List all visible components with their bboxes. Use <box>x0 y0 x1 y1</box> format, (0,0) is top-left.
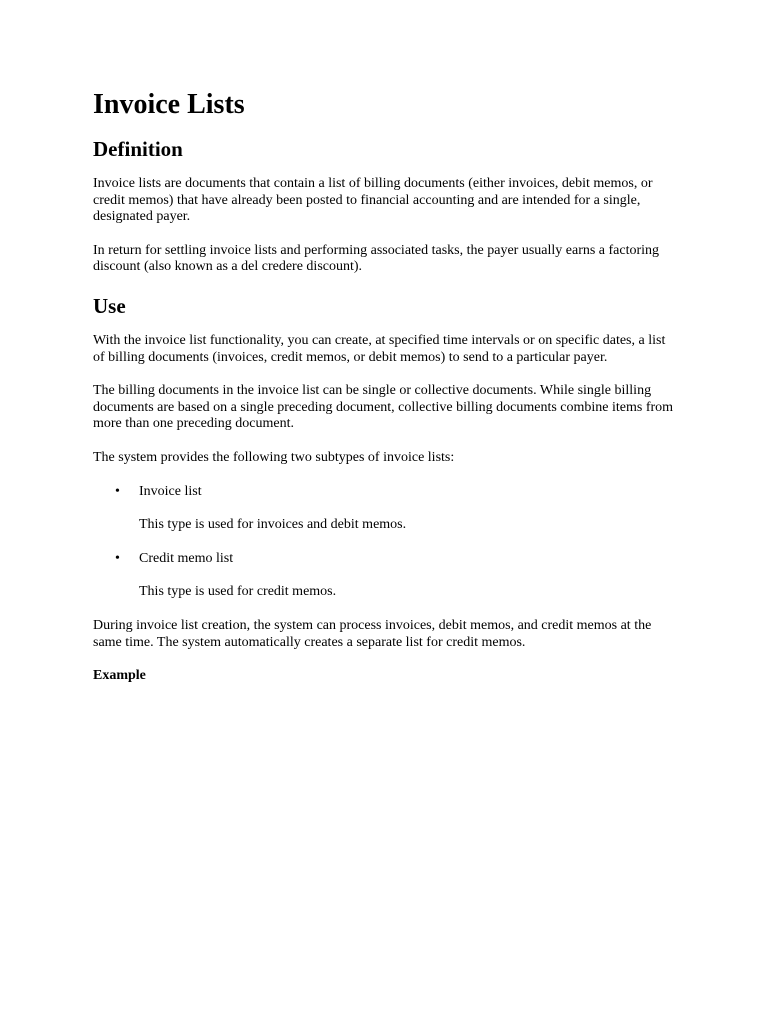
subtype-list <box>93 484 680 601</box>
use-paragraph-1: With the invoice list functionality, you can create, at specified time intervals or on specific dates, a list of billing documents (invoices, credit memos, or debit memos) to send to a particular payer. <box>93 332 666 365</box>
subtype-description: This type is used for invoices and debit memos. <box>139 517 407 533</box>
subtype-name: Credit memo list <box>139 550 234 566</box>
example-label: Example <box>93 668 146 684</box>
list-item <box>93 484 680 534</box>
definition-paragraph-2: In return for settling invoice lists and performing associated tasks, the payer usually earns a factoring discount (also known as a del credere discount). <box>93 242 660 275</box>
subtype-name: Invoice list <box>139 483 202 499</box>
subtype-description: This type is used for credit memos. <box>139 584 337 600</box>
definition-heading: Definition <box>93 137 183 161</box>
bullet-icon: • <box>115 483 120 499</box>
use-closing-paragraph: During invoice list creation, the system can process invoices, debit memos, and credit memos at the same time. The system automatically creates a separate list for credit memos. <box>93 617 652 650</box>
definition-paragraph-1: Invoice lists are documents that contain a list of billing documents (either invoices, debit memos, or credit memos) that have already been posted to financial accounting and are intended for a single, designated payer. <box>93 176 653 225</box>
use-heading: Use <box>93 293 126 318</box>
use-paragraph-2: The billing documents in the invoice list can be single or collective documents. While single billing documents are based on a single preceding document, collective billing documents combine items from more than one preceding document. <box>93 383 674 432</box>
list-item <box>93 551 680 601</box>
use-paragraph-3: The system provides the following two subtypes of invoice lists: <box>93 449 455 465</box>
page-title: Invoice Lists <box>93 89 245 120</box>
bullet-icon: • <box>115 550 120 566</box>
